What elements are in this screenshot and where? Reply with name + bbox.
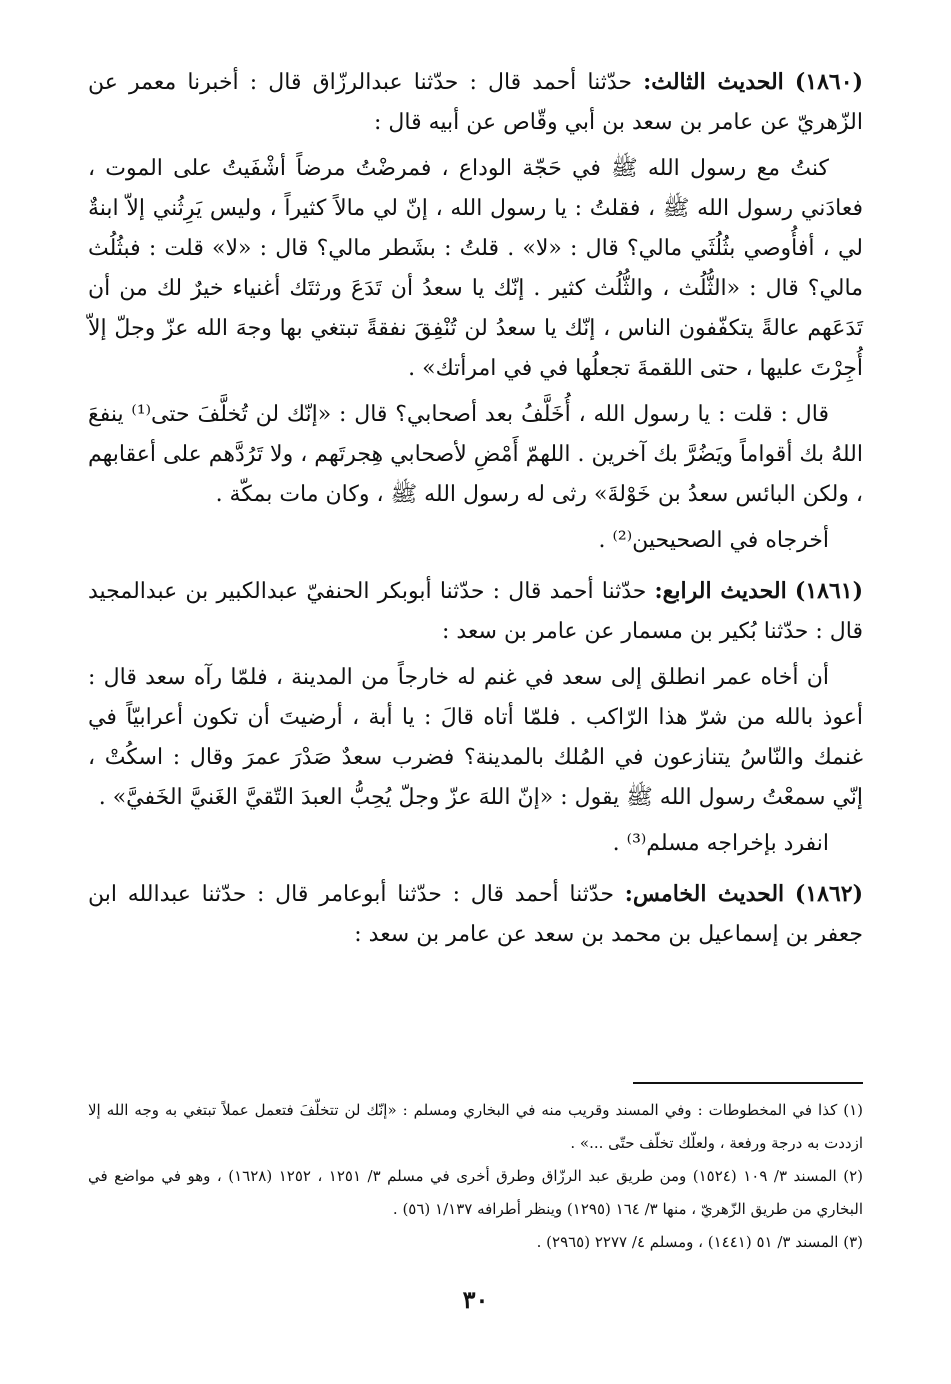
- footnote: (٣) المسند ٣/ ٥١ (١٤٤١) ، ومسلم ٤/ ٢٢٧٧ (٢٩٦٥) .: [536, 1233, 863, 1251]
- hadith-title: الحديث الثالث:: [643, 69, 784, 95]
- isnad-text: حدّثنا أحمد قال : حدّثنا أبوبكر الحنفيّ عبدالكبير بن عبدالمجيد قال : حدّثنا بُكير بن مسمار عن عامر بن سعد :: [88, 579, 863, 644]
- hadith-text: كنتُ مع رسول الله ﷺ في حَجّة الوداع ، فمرضْتُ مرضاً أشْفَيتُ على الموت ، فعادَني رسول الله ﷺ ، فقلتُ : يا رسول الله ، إنّ لي مالاً كثيراً ، وليس يَرِثُني إلاّ ابنةٌ لي ، أفأُوصي بثُلُثَي مالي؟ قال : «لا» . قلتُ : بشَطر مالي؟ قال : «لا» قلت : فبثُلُث مالي؟ قال : «الثُّلُث ، والثُّلُث كثير . إنّك يا سعدُ أن تَدَعَ ورثتَك أغنياء خيرٌ لك من أن تَدَعَهم عالةً يتكفّفون الناس ، إنّك يا سعدُ لن تُنْفِقَ نفقةً تبتغي بها وجهَ الله عزّ وجلّ إلاّ أُجِرْتَ عليها ، حتى اللقمةَ تجعلُها في في امرأتك» .: [88, 156, 863, 381]
- footnote: (١) كذا في المخطوطات : وفي المسند وقريب منه في البخاري ومسلم : «إنّك لن تتخلّفَ فتعمل عملاً تبتغي به وجه الله إلا ازددت به درجة ورفعة ، ولعلّك تخلّف حتّى ...» .: [88, 1101, 863, 1152]
- hadith-number: (١٨٦٢): [794, 881, 863, 907]
- hadith-heading: [88, 874, 863, 955]
- hadith-number: (١٨٦٠): [794, 69, 863, 95]
- footnotes: [88, 1094, 863, 1259]
- footnote: (٢) المسند ٣/ ١٠٩ (١٥٢٤) ومن طريق عبد الرزّاق وطرق أخرى في مسلم ٣/ ١٢٥١ ، ١٢٥٢ (١٦٢٨) ، وهو في مواضع في البخاري من طريق الزّهريّ ، منها ٣/ ١٦٤ (١٢٩٥) وينظر أطرافه ١/١٣٧ (٥٦) .: [88, 1167, 863, 1218]
- isnad-text: حدّثنا أحمد قال : حدّثنا أبوعامر قال : حدّثنا عبدالله ابن جعفر بن إسماعيل بن محمد بن سعد عن عامر بن سعد :: [88, 882, 863, 947]
- hadith-title: الحديث الرابع:: [654, 578, 787, 604]
- hadith-heading: [88, 62, 863, 143]
- hadith-text: قال : قلت : يا رسول الله ، أُخَلَّفُ بعد أصحابي؟ قال : «إنّك لن تُخلَّفَ حتى⁽¹⁾ ينفعَ اللهُ بك أقواماً ويَضُرَّ بك آخرين . اللهمّ أَمْضِ لأصحابي هِجرتَهم ، ولا تَرُدَّهم على أعقابهم ، ولكن البائس سعدُ بن خَوْلةَ» رثى له رسول الله ﷺ ، وكان مات بمكّة .: [88, 402, 863, 507]
- hadith-title: الحديث الخامس:: [624, 881, 785, 907]
- isnad-text: حدّثنا أحمد قال : حدّثنا عبدالرزّاق قال : أخبرنا معمر عن الزّهريّ عن عامر بن سعد بن أبي وقّاص عن أبيه قال :: [88, 70, 863, 135]
- main-text: [88, 62, 863, 961]
- hadith-heading: [88, 571, 863, 652]
- footnote-divider: [633, 1082, 863, 1084]
- page-number: ٣٠: [462, 1285, 489, 1314]
- source-note: أخرجاه في الصحيحين⁽²⁾ .: [598, 528, 829, 553]
- hadith-number: (١٨٦١): [794, 578, 863, 604]
- hadith-text: أن أخاه عمر انطلق إلى سعد في غنم له خارجاً من المدينة ، فلمّا رآه سعد قال : أعوذ بالله من شرّ هذا الرّاكب . فلمّا أتاه قالَ : يا أبة ، أرضيتَ أن تكون أعرابيّاً في غنمك والنّاسُ يتنازعون في المُلك بالمدينة؟ فضرب سعدٌ صَدْرَ عمرَ وقال : اسكُتْ ، إنّي سمعْتُ رسول الله ﷺ يقول : «إنّ اللهَ عزّ وجلّ يُحِبُّ العبدَ التّقيَّ الغَنيَّ الخَفيَّ» .: [88, 665, 863, 810]
- source-note: انفرد بإخراجه مسلم⁽³⁾ .: [612, 831, 829, 856]
